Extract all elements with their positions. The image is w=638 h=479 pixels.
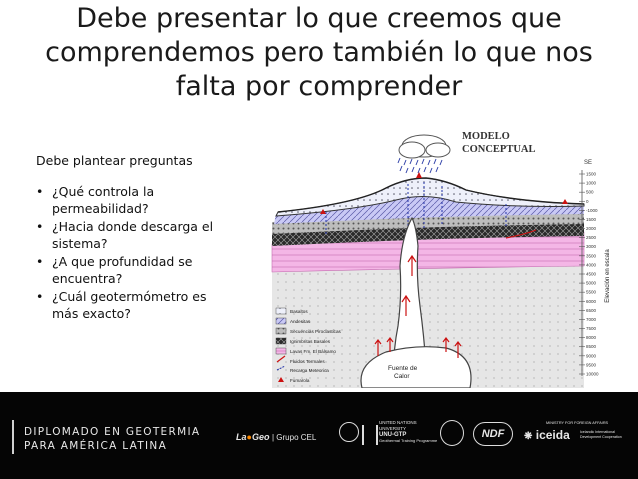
un-line4: Geothermal Training Programme <box>379 438 438 443</box>
question-panel <box>36 153 226 323</box>
scale-tick-label: 3500 <box>586 253 597 259</box>
question-text: ¿A que profundidad se encuentra? <box>52 254 193 286</box>
legend-swatch-ignimbritas <box>276 338 286 344</box>
legend-label: Andesitas <box>290 319 311 324</box>
bullet: • <box>36 289 44 304</box>
intro-text: Debe plantear preguntas <box>36 153 193 168</box>
scale-tick-label: 6000 <box>586 298 597 304</box>
legend-label: Fluidos Termales <box>290 359 325 364</box>
scale-tick-label: 1500 <box>586 171 597 177</box>
scale-tick-label: 7000 <box>586 316 597 322</box>
legend-swatch-basaltos <box>276 308 286 314</box>
lageo-logo-text2: Geo <box>251 432 270 442</box>
iceida-sub: Icelandic International Development Cooperation <box>580 430 622 439</box>
program-name <box>24 425 200 453</box>
slide-title: Debe presentar lo que creemos que comprendemos pero también lo que nos falta por comprender <box>45 3 593 102</box>
iceida-mark-icon: ❋ <box>524 431 533 442</box>
scale-tick-label: 8000 <box>586 335 597 341</box>
elevation-axis-label: Elevación en escala <box>605 249 611 303</box>
question-text: ¿Cuál geotermómetro es más exacto? <box>52 289 207 321</box>
bullet: • <box>36 184 44 199</box>
list-item <box>36 183 226 217</box>
se-label: SE <box>584 160 593 166</box>
unu-text <box>379 420 437 444</box>
scale-tick-label: 3000 <box>586 244 597 250</box>
un-line1: UNITED NATIONS <box>379 420 417 425</box>
legend-swatch-lavas <box>276 348 286 354</box>
scale-tick-label: 1000 <box>586 180 597 186</box>
legend-label: Fumarola <box>290 378 310 383</box>
list-item <box>36 218 226 252</box>
legend-swatch-piroclasticas <box>276 328 286 334</box>
scale-tick-label: 6500 <box>586 307 597 313</box>
bullet: • <box>36 219 44 234</box>
el-salvador-shield-icon <box>440 420 464 446</box>
list-item <box>36 253 226 287</box>
model-title-line2: CONCEPTUAL <box>462 144 536 155</box>
legend-label: Lavas Fm. El Bálsamo <box>290 349 336 354</box>
scale-tick-label: 5500 <box>586 289 597 295</box>
scale-tick-label: 5000 <box>586 280 597 286</box>
question-list <box>36 183 226 322</box>
lageo-logo-mark: ● <box>246 432 252 442</box>
unu-emblem-icon <box>362 425 378 445</box>
legend-label: Ignimbritas Basales <box>290 339 331 344</box>
bullet: • <box>36 254 44 269</box>
program-name-line2: PARA AMÉRICA LATINA <box>24 440 168 452</box>
legend-label: Secuencias Piroclasticas <box>290 329 341 334</box>
scale-tick-label: 4500 <box>586 271 597 277</box>
un-line2: UNIVERSITY <box>379 426 407 431</box>
scale-tick-label: 9000 <box>586 353 597 359</box>
lageo-logo <box>236 432 316 442</box>
lageo-logo-text1: La <box>236 432 247 442</box>
scale-tick-label: 9500 <box>586 362 597 368</box>
footer-divider <box>12 420 14 454</box>
legend-label: Recarga Meteorica <box>290 368 329 373</box>
scale-tick-label: 0 <box>586 198 589 204</box>
ndf-logo: NDF <box>473 422 513 446</box>
heat-source-label-1: Fuente de <box>388 365 418 372</box>
un-line3: UNU-GTP <box>379 432 407 438</box>
scale-tick-label: 500 <box>586 189 594 195</box>
scale-tick-label: 8500 <box>586 344 597 350</box>
legend-swatch-andesitas <box>276 318 286 324</box>
legend-label: Basaltos <box>290 309 308 314</box>
grupo-cel-logo-text: | Grupo CEL <box>271 433 317 442</box>
question-text: ¿Hacia donde descarga el sistema? <box>52 219 214 251</box>
scale-tick-label: 7500 <box>586 326 597 332</box>
heat-source-label-2: Calor <box>394 373 410 380</box>
iceida-logo <box>524 428 570 442</box>
rain-cloud-icon <box>398 135 450 173</box>
scale-tick-label: 10000 <box>586 371 599 377</box>
scale-tick-label: -1000 <box>586 207 598 213</box>
scale-tick-label: 2000 <box>586 226 597 232</box>
un-emblem-icon <box>339 422 359 442</box>
scale-tick-label: 1500 <box>586 216 597 222</box>
ministry-text: MINISTRY FOR FOREIGN AFFAIRS <box>546 421 609 425</box>
scale-tick-label: 2500 <box>586 235 597 241</box>
iceida-text: iceida <box>535 428 570 442</box>
conceptual-model-diagram <box>266 126 630 388</box>
scale-tick-label: 4000 <box>586 262 597 268</box>
program-name-line1: DIPLOMADO EN GEOTERMIA <box>24 426 201 438</box>
model-title-line1: MODELO <box>462 131 510 142</box>
question-text: ¿Qué controla la permeabilidad? <box>52 184 155 216</box>
list-item <box>36 288 226 322</box>
